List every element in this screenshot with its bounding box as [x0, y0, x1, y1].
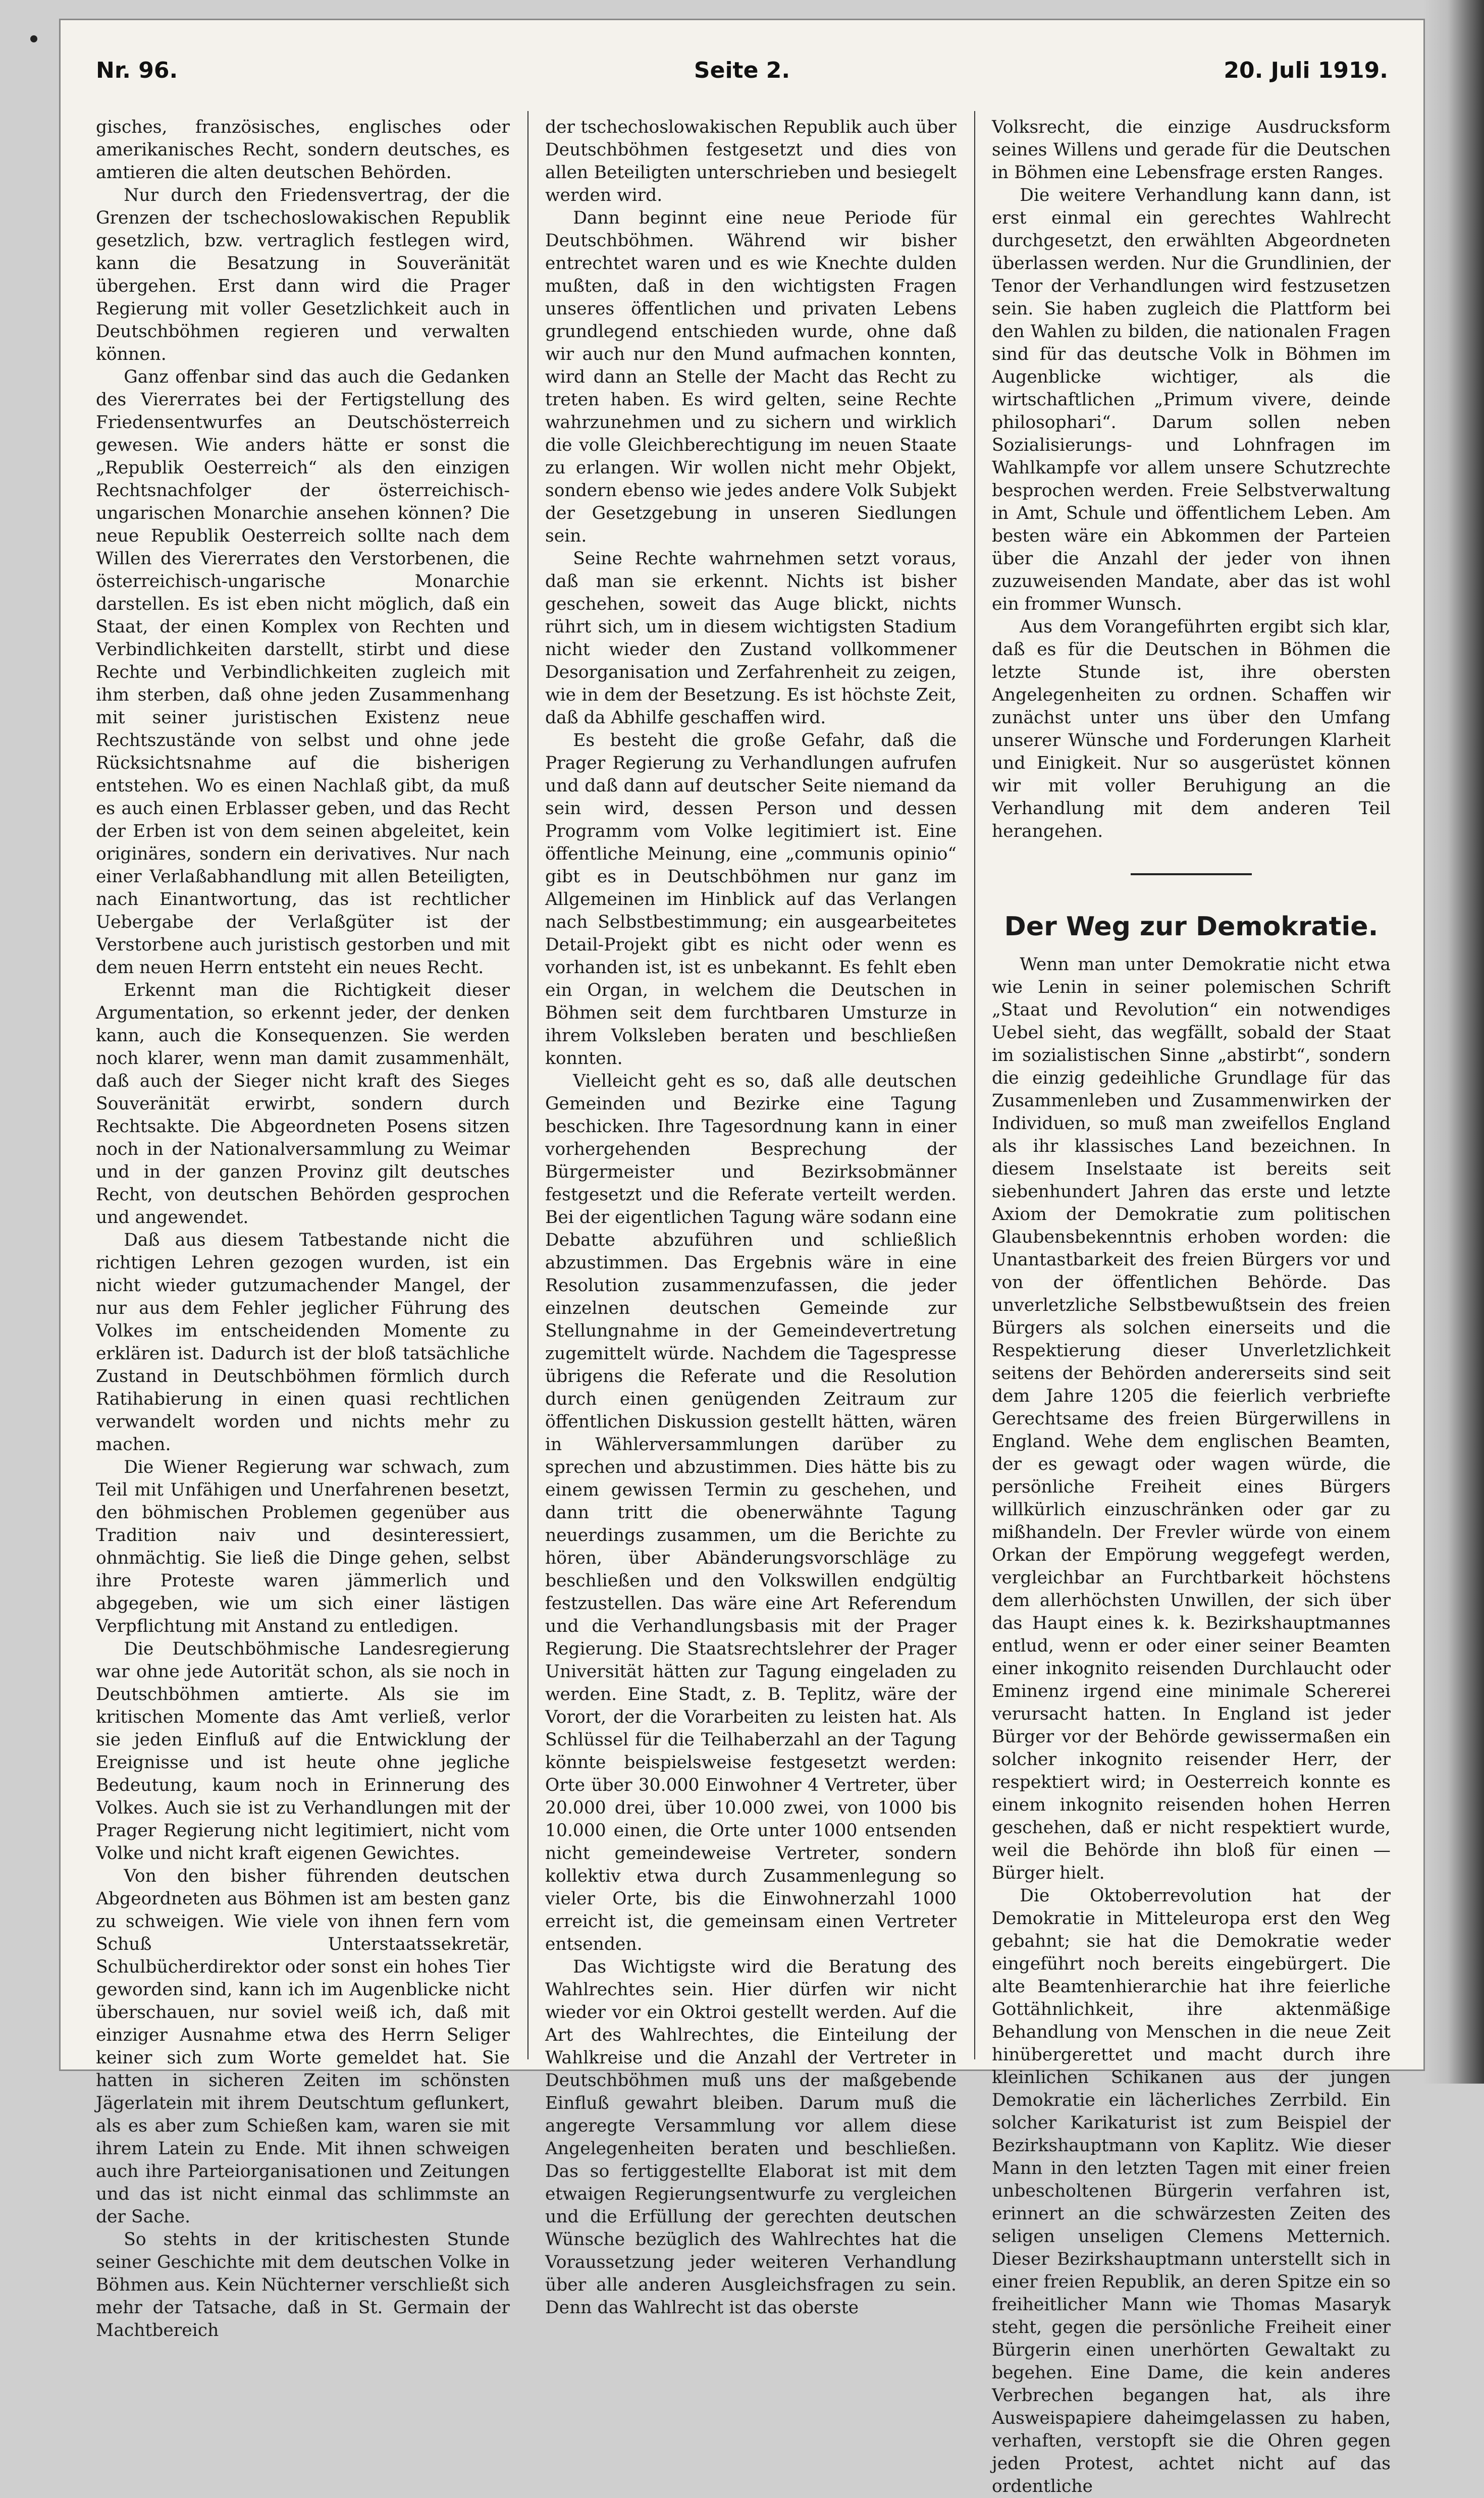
paragraph: So stehts in der kritischesten Stunde seiner Geschichte mit dem deutschen Volke in Böhmen aus. Kein Nüchterner verschließt sich mehr der Tatsache, daß in St. Germain der Machtbereich [96, 2229, 510, 2341]
column-1 [96, 116, 510, 2341]
column-rule-2 [974, 111, 975, 2059]
scan-dot [30, 35, 37, 42]
paragraph: gisches, französisches, englisches oder amerikanisches Recht, sondern deutsches, es amtieren die alten deutschen Behörden. [96, 117, 510, 183]
section-title: Der Weg zur Demokratie. [1004, 912, 1379, 942]
issue-number: Nr. 96. [96, 58, 178, 83]
newspaper-page [61, 20, 1423, 2496]
paragraph: Das Wichtigste wird die Beratung des Wahlrechtes sein. Hier dürfen wir nicht wieder vor ein Oktroi gestellt werden. Auf die Art des Wahlrechtes, die Einteilung der Wahlkreise und die Anzahl der Vertreter in Deutschböhmen muß uns der maßgebende Einfluß gewahrt bleiben. Darum muß die angeregte Versammlung vor allem diese Angelegenheiten beraten und beschließen. Das so fertiggestellte Elaborat ist mit dem etwaigen Regierungsentwurfe zu vergleichen und die Erfüllung der gerechten deutschen Wünsche bezüglich des Wahlrechtes hat die Voraussetzung jeder weiteren Verhandlung über alle anderen Ausgleichsfragen zu sein. Denn das Wahlrecht ist das oberste [545, 1957, 957, 2318]
paragraph: Vielleicht geht es so, daß alle deutschen Gemeinden und Bezirke eine Tagung beschicken. Ihre Tagesordnung kann in einer vorhergehenden Besprechung der Bürgermeister und Bezirksobmänner festgesetzt und die Referate verteilt werden. Bei der eigentlichen Tagung wäre sodann eine Debatte abzuführen und schließlich abzustimmen. Das Ergebnis wäre in eine Resolution zusammenzufassen, die jeder einzelnen deutschen Gemeinde zur Stellungnahme in der Gemeindevertretung zugemittelt würde. Nachdem die Tagespresse übrigens die Referate und die Resolution durch einen genügenden Zeitraum zur öffentlichen Diskussion gestellt hätten, wären in Wählerversammlungen darüber zu sprechen und abzustimmen. Dies hätte bis zu einem gewissen Termin zu geschehen, und dann tritt die obenerwähnte Tagung neuerdings zusammen, um die Berichte zu hören, über Abänderungsvorschläge zu beschließen und den Volkswillen endgültig festzustellen. Das wäre eine Art Referendum und die Verhandlungsbasis mit der Prager Regierung. Die Staatsrechtslehrer der Prager Universität hätten zur Tagung eingeladen zu werden. Eine Stadt, z. B. Teplitz, wäre der Vorort, der die Vorarbeiten zu leisten hat. Als Schlüssel für die Teilhaberzahl an der Tagung könnte beispielsweise festgesetzt werden: Orte über 30.000 Einwohner 4 Vertreter, über 20.000 drei, über 10.000 zwei, von 1000 bis 10.000 einen, die Orte unter 1000 entsenden nicht gemeindeweise Vertreter, sondern kollektiv etwa durch Zusammenlegung so vieler Orte, bis die Einwohnerzahl 1000 erreicht ist, die gemeinsam einen Vertreter entsenden. [545, 1071, 957, 1954]
paragraph: Ganz offenbar sind das auch die Gedanken des Viererrates bei der Fertigstellung des Friedensentwurfes an Deutschösterreich gewesen. Wie anders hätte er sonst die „Republik Oesterreich“ als den einzigen Rechtsnachfolger der österreichisch-ungarischen Monarchie ansehen können? Die neue Republik Oesterreich sollte nach dem Willen des Viererrates den Verstorbenen, die österreichisch-ungarische Monarchie darstellen. Es ist eben nicht möglich, daß ein Staat, der einen Komplex von Rechten und Verbindlichkeiten darstellt, stirbt und diese Rechte und Verbindlichkeiten zugleich mit ihm sterben, daß ohne jeden Zusammenhang mit seiner juristischen Existenz neue Rechtszustände von selbst und ohne jede Rücksichtsnahme auf die bisherigen entstehen. Wo es einen Nachlaß gibt, da muß es auch einen Erblasser geben, und das Recht der Erben ist von dem seinen abgeleitet, kein originäres, sondern ein derivatives. Nur nach einer Verlaßabhandlung mit allen Beteiligten, nach Einantwortung, das ist rechtlicher Uebergabe der Verlaßgüter ist der Verstorbene auch juristisch gestorben und mit dem neuen Herrn entsteht ein neues Recht. [96, 367, 510, 978]
paragraph: Wenn man unter Demokratie nicht etwa wie Lenin in seiner polemischen Schrift „Staat und Revolution“ ein notwendiges Uebel sieht, das wegfällt, sobald der Staat im sozialistischen Sinne „abstirbt“, sondern die einzig gedeihliche Grundlage für das Zusammenleben und Zusammenwirken der Individuen, so muß man zweifellos England als ihr klassisches Land bezeichnen. In diesem Inselstaate ist bereits seit siebenhundert Jahren das erste und letzte Axiom der Demokratie zum politischen Glaubensbekenntnis erhoben worden: die Unantastbarkeit des freien Bürgers vor und von der öffentlichen Behörde. Das unverletzliche Selbstbewußtsein des freien Bürgers als solchen einerseits und die Respektierung dieser Unverletzlichkeit seitens der Behörden andererseits sind seit dem Jahre 1205 die feierlich verbriefte Gerechtsame des freien Bürgerwillens in England. Wehe dem englischen Beamten, der es gewagt oder wagen würde, die persönliche Freiheit eines Bürgers willkürlich einzuschränken oder gar zu mißhandeln. Der Frevler würde von einem Orkan der Empörung weggefegt werden, vergleichbar an Furchtbarkeit höchstens dem allerhöchsten Unwillen, der sich über das Haupt eines k. k. Bezirkshauptmannes entlud, wenn er oder einer seiner Beamten einer inkognito reisenden Durchlaucht oder Eminenz irgend eine minimale Schererei verursacht hatten. In England ist jeder Bürger vor der Behörde gewissermaßen ein solcher inkognito reisender Herr, der respektiert wird; in Oesterreich konnte es einem inkognito reisenden hohen Herren geschehen, daß er nicht respektiert wurde, weil die Behörde ihn bloß für einen — Bürger hielt. [992, 954, 1391, 1883]
issue-date: 20. Juli 1919. [1224, 58, 1388, 83]
paragraph: Nur durch den Friedensvertrag, der die Grenzen der tschechoslowakischen Republik gesetzlich, bzw. vertraglich festlegen wird, kann die Besatzung in Souveränität übergehen. Erst dann wird die Prager Regierung mit voller Gesetzlichkeit auch in Deutschböhmen regieren und verwalten können. [96, 185, 510, 364]
paragraph: Die Wiener Regierung war schwach, zum Teil mit Unfähigen und Unerfahrenen besetzt, den böhmischen Problemen gegenüber aus Tradition naiv und desinteressiert, ohnmächtig. Sie ließ die Dinge gehen, selbst ihre Proteste waren jämmerlich und abgegeben, wie um sich einer lästigen Verpflichtung mit Anstand zu entledigen. [96, 1457, 510, 1636]
page-header [96, 50, 1388, 91]
paragraph: Volksrecht, die einzige Ausdrucksform seines Willens und gerade für die Deutschen in Böhmen eine Lebensfrage ersten Ranges. [992, 117, 1391, 183]
column-3 [992, 116, 1391, 2496]
paragraph: Aus dem Vorangeführten ergibt sich klar, daß es für die Deutschen in Böhmen die letzte Stunde ist, ihre obersten Angelegenheiten zu ordnen. Schaffen wir zunächst unter uns über den Umfang unserer Wünsche und Forderungen Klarheit und Einigkeit. Nur so ausgerüstet können wir mit voller Beruhigung an die Verhandlung mit dem anderen Teil herangehen. [992, 617, 1391, 841]
paragraph: Es besteht die große Gefahr, daß die Prager Regierung zu Verhandlungen aufrufen und daß dann auf deutscher Seite niemand da sein wird, dessen Person und dessen Programm vom Volke legitimiert ist. Eine öffentliche Meinung, eine „communis opinio“ gibt es in Deutschböhmen nur ganz im Allgemeinen im Hinblick auf das Verlangen nach Selbstbestimmung; ein ausgearbeitetes Detail-Projekt gibt es nicht oder wenn es vorhanden ist, ist es unbekannt. Es fehlt eben ein Organ, in welchem die Deutschen in Böhmen seit dem furchtbaren Umsturze in ihrem Volksleben beraten und beschließen konnten. [545, 730, 957, 1069]
column-rule-1 [527, 111, 528, 2059]
paragraph: Dann beginnt eine neue Periode für Deutschböhmen. Während wir bisher entrechtet waren und es wie Knechte dulden mußten, daß in den wichtigsten Fragen unseres öffentlichen und privaten Lebens grundlegend entschieden wurde, ohne daß wir auch nur den Mund aufmachen konnten, wird dann an Stelle der Macht das Recht zu treten haben. Es wird gelten, seine Rechte wahrzunehmen und zu sichern und wirklich die volle Gleichberechtigung im neuen Staate zu erlangen. Wir wollen nicht mehr Objekt, sondern ebenso wie jedes andere Volk Subjekt der Gesetzgebung in unseren Siedlungen sein. [545, 208, 957, 546]
column-2 [545, 116, 957, 2318]
section-divider [1131, 873, 1252, 875]
paragraph: Die Oktoberrevolution hat der Demokratie in Mitteleuropa erst den Weg gebahnt; sie hat die Demokratie weder eingeführt noch bereits eingebürgert. Die alte Beamtenhierarchie hat ihre feierliche Gottähnlichkeit, ihre aktenmäßige Behandlung von Menschen in die neue Zeit hinübergerettet und macht durch ihre kleinlichen Schikanen aus der jungen Demokratie ein lächerliches Zerrbild. Ein solcher Karikaturist ist zum Beispiel der Bezirkshauptmann von Kaplitz. Wie dieser Mann in den letzten Tagen mit einer freien unbescholtenen Bürgerin verfahren ist, erinnert an die schwärzesten Zeiten des seligen unseligen Clemens Metternich. Dieser Bezirkshauptmann unterstellt sich in einer freien Republik, an deren Spitze ein so freiheitlicher Mann wie Thomas Masaryk steht, gegen die persönliche Freiheit einer Bürgerin einen unerhörten Gewaltakt zu begehen. Eine Dame, die kein anderes Verbrechen begangen hat, als ihre Ausweispapiere daheimgelassen zu haben, verhaften, verstopft sie die Ohren gegen jeden Protest, achtet nicht auf das ordentliche [992, 1886, 1391, 2496]
paragraph: Daß aus diesem Tatbestande nicht die richtigen Lehren gezogen wurden, ist ein nicht wieder gutzumachender Mangel, der nur aus dem Fehler jeglicher Führung des Volkes im entscheidenden Momente zu erklären ist. Dadurch ist der bloß tatsächliche Zustand in Deutschböhmen förmlich durch Ratihabierung in einen quasi rechtlichen verwandelt worden und nichts mehr zu machen. [96, 1230, 510, 1455]
paragraph: der tschechoslowakischen Republik auch über Deutschböhmen festgesetzt und dies von allen Beteiligten unterschrieben und besiegelt werden wird. [545, 117, 957, 205]
page-number: Seite 2. [694, 58, 790, 83]
paragraph: Erkennt man die Richtigkeit dieser Argumentation, so erkennt jeder, der denken kann, auch die Konsequenzen. Sie werden noch klarer, wenn man damit zusammenhält, daß auch der Sieger nicht kraft des Sieges Souveränität erwirbt, sondern durch Rechtsakte. Die Abgeordneten Posens sitzen noch in der Nationalversammlung zu Weimar und in der ganzen Provinz gilt deutsches Recht, von deutschen Behörden gesprochen und angewendet. [96, 980, 510, 1228]
paragraph: Seine Rechte wahrnehmen setzt voraus, daß man sie erkennt. Nichts ist bisher geschehen, soweit das Auge blickt, nichts rührt sich, um in diesem wichtigsten Stadium nicht wieder den Zustand vollkommener Desorganisation und Zerfahrenheit zu zeigen, wie in dem der Besetzung. Es ist höchste Zeit, daß da Abhilfe geschaffen wird. [545, 549, 957, 728]
paragraph: Von den bisher führenden deutschen Abgeordneten aus Böhmen ist am besten ganz zu schweigen. Wie viele von ihnen fern vom Schuß Unterstaatssekretär, Schulbücherdirektor oder sonst ein hohes Tier geworden sind, kann ich im Augenblicke nicht überschauen, nur soviel weiß ich, daß mit einziger Ausnahme etwa des Herrn Seliger keiner sich zum Worte gemeldet hat. Sie hatten in sicheren Zeiten im schönsten Jägerlatein mit ihrem Deutschtum geflunkert, als es aber zum Schießen kam, waren sie mit ihrem Latein zu Ende. Mit ihnen schweigen auch ihre Parteiorganisationen und Zeitungen und das ist nicht einmal das schlimmste an der Sache. [96, 1866, 510, 2227]
scanner-edge [1423, 0, 1484, 2084]
paragraph: Die weitere Verhandlung kann dann, ist erst einmal ein gerechtes Wahlrecht durchgesetzt, den erwählten Abgeordneten überlassen werden. Nur die Grundlinien, der Tenor der Verhandlungen wird festzusetzen sein. Sie haben zugleich die Plattform bei den Wahlen zu bilden, die nationalen Fragen sind für das deutsche Volk in Böhmen im Augenblicke wichtiger, als die wirtschaftlichen „Primum vivere, deinde philosophari“. Darum sollen neben Sozialisierungs- und Lohnfragen im Wahlkampfe vor allem unsere Schutzrechte besprochen werden. Freie Selbstverwaltung in Amt, Schule und öffentlichem Leben. Am besten wäre ein Abkommen der Parteien über die Anzahl der jeder von ihnen zuzuweisenden Mandate, aber das ist wohl ein frommer Wunsch. [992, 185, 1391, 614]
paragraph: Die Deutschböhmische Landesregierung war ohne jede Autorität schon, als sie noch in Deutschböhmen amtierte. Als sie im kritischen Momente das Amt verließ, verlor sie jeden Einfluß auf die Entwicklung der Ereignisse und ist heute ohne jegliche Bedeutung, kaum noch in Erinnerung des Volkes. Auch sie ist zu Verhandlungen mit der Prager Regierung nicht legitimiert, nicht vom Volke und nicht kraft eigenen Gewichtes. [96, 1639, 510, 1864]
